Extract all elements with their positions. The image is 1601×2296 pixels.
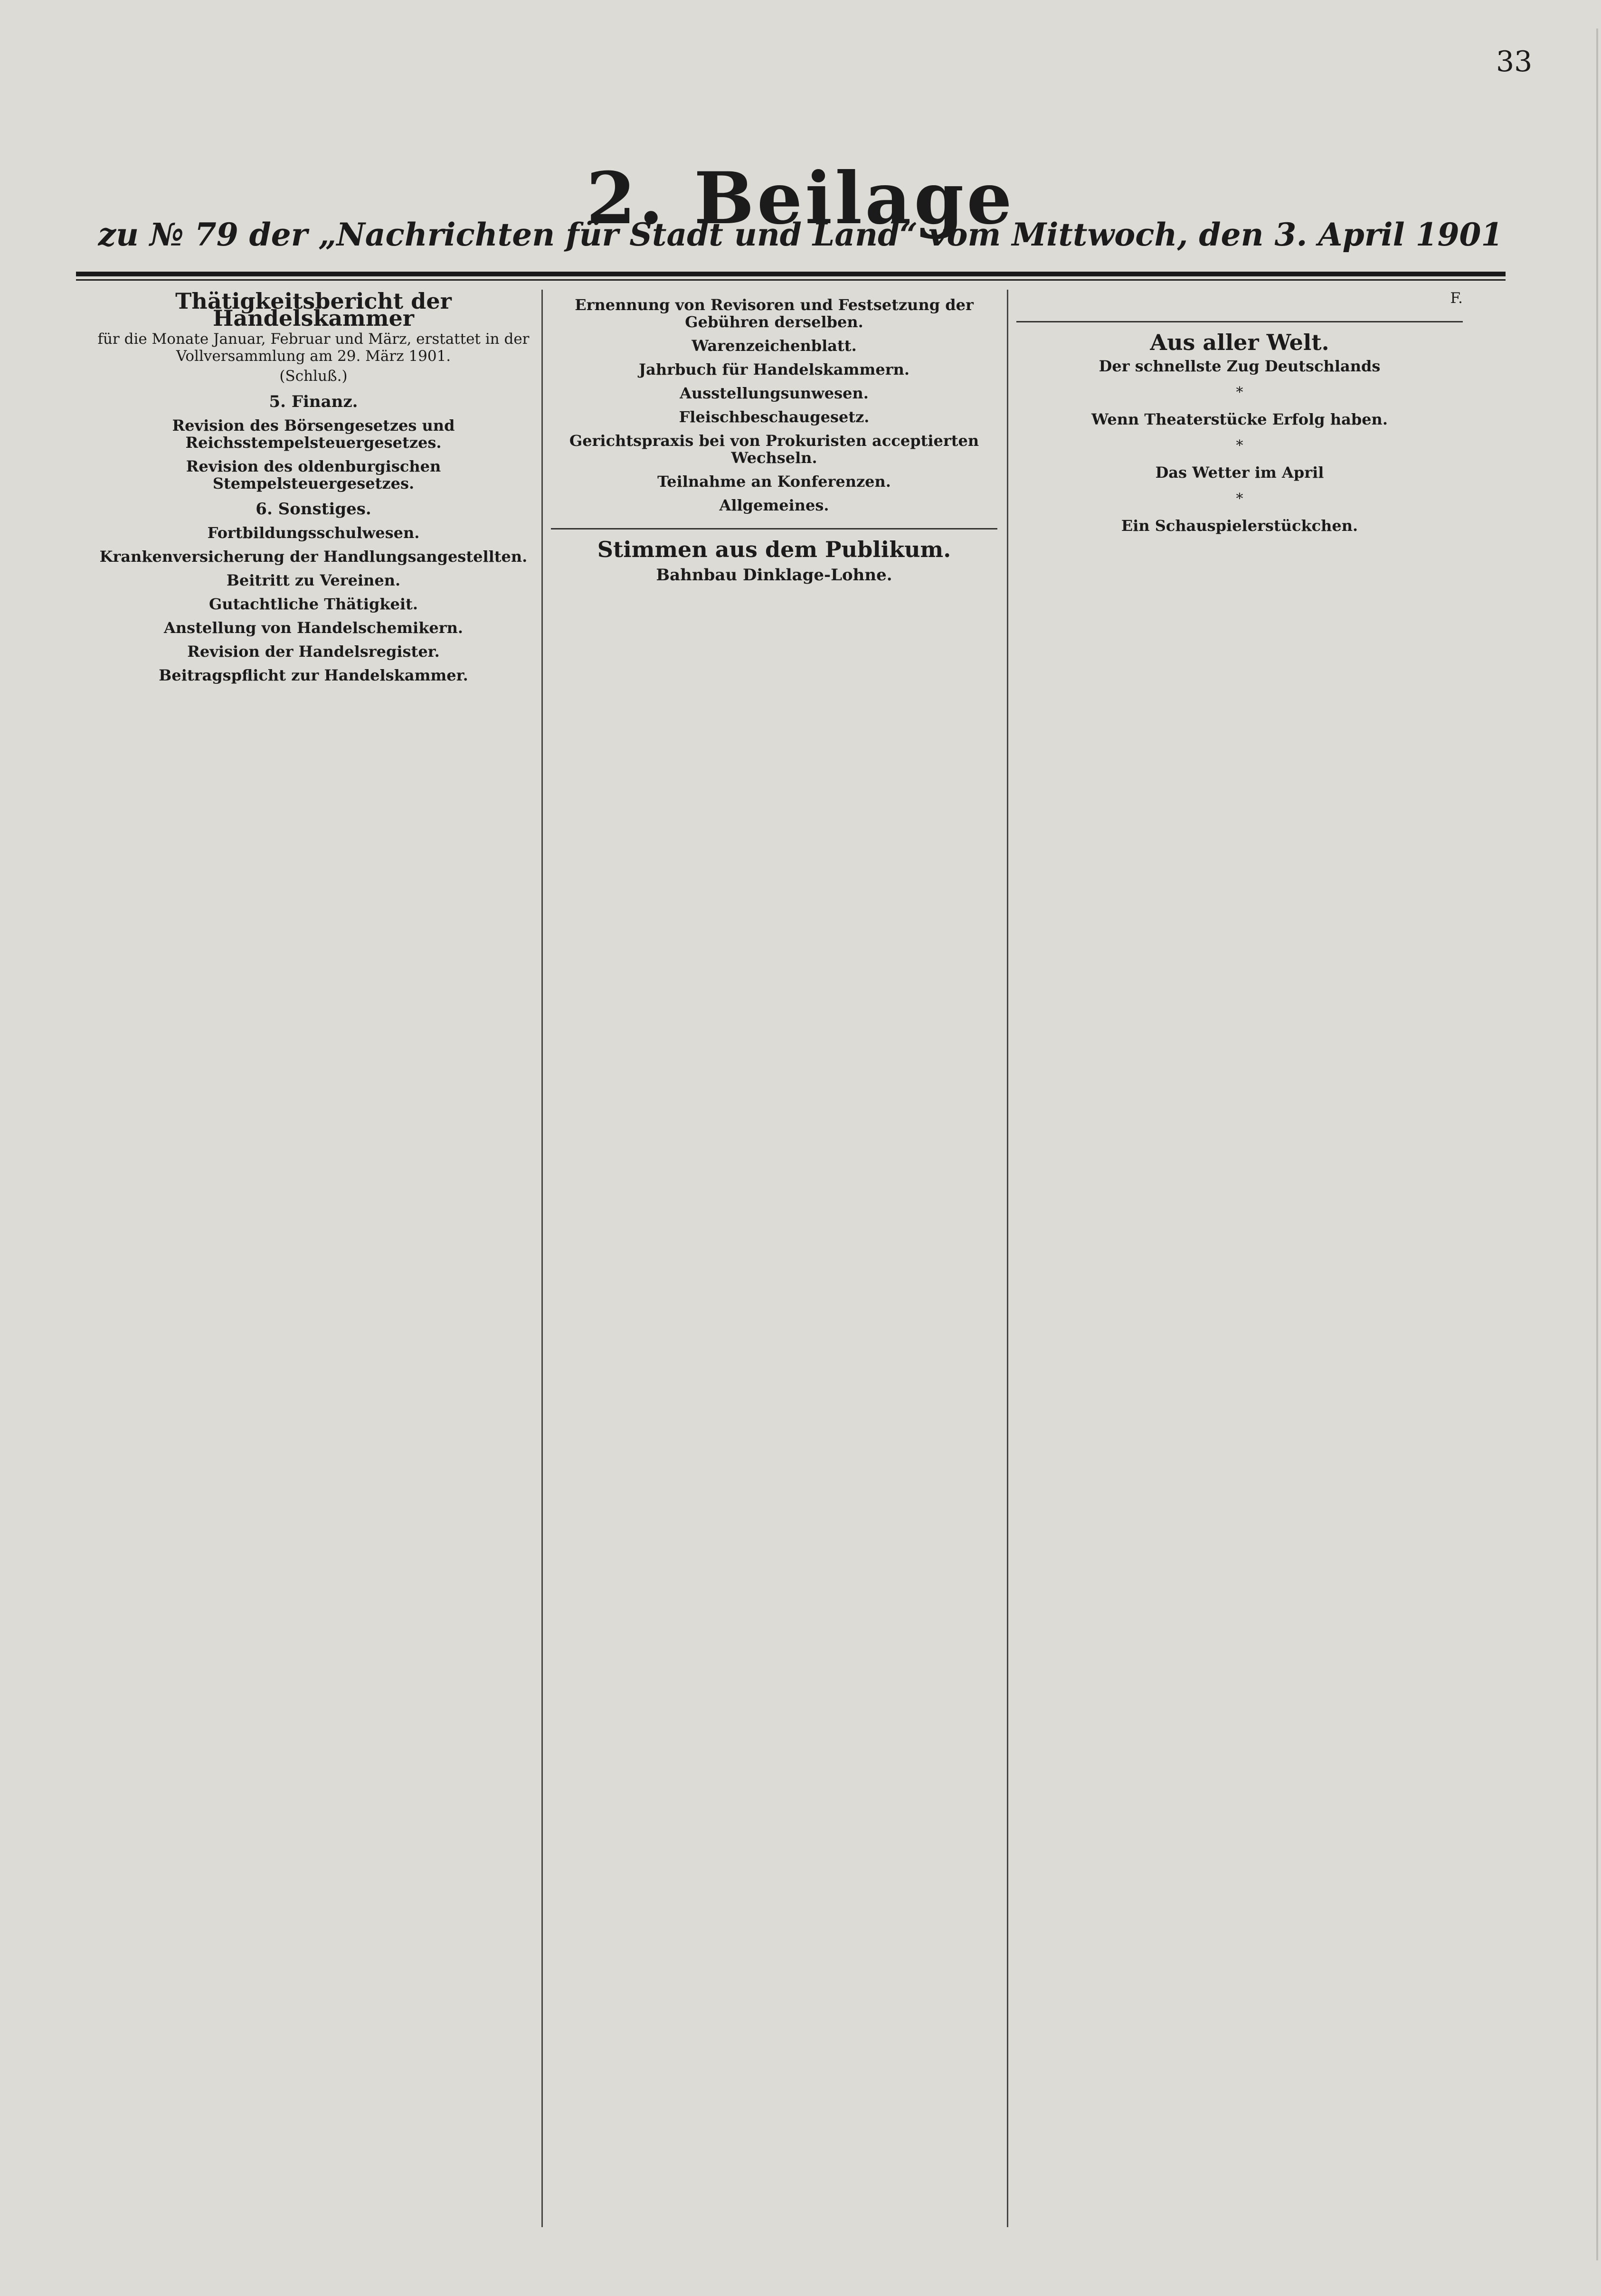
section-6b-heading: Krankenversicherung der Handlungsangestellten. xyxy=(99,548,528,566)
box-separator xyxy=(551,528,997,529)
article-signature: F. xyxy=(1450,290,1463,307)
header-rule-thick xyxy=(76,272,1506,276)
supplement-title: 2. Beilage xyxy=(586,157,1015,240)
konferenzen-heading: Teilnahme an Konferenzen. xyxy=(657,472,891,491)
section-5b-heading: Revision des oldenburgischen Stempelsteuergesetzes. xyxy=(186,457,441,492)
bahnbau-heading: Bahnbau Dinklage-Lohne. xyxy=(656,566,892,585)
section-6a-heading: Fortbildungsschulwesen. xyxy=(207,524,420,542)
section-5-heading: 5. Finanz. xyxy=(269,392,358,411)
section-6-heading: 6. Sonstiges. xyxy=(256,500,371,519)
theaterstuecke-heading: Wenn Theaterstücke Erfolg haben. xyxy=(1091,410,1388,428)
revisoren-heading: Ernennung von Revisoren und Festsetzung der Gebühren derselben. xyxy=(575,296,974,331)
wetter-april-heading: Das Wetter im April xyxy=(1155,463,1324,482)
section-6f-heading: Revision der Handelsregister. xyxy=(187,643,440,661)
section-5a-heading: Revision des Börsengesetzes und Reichsstempelsteuergesetzes. xyxy=(172,416,455,452)
section-6e-heading: Anstellung von Handelschemikern. xyxy=(163,619,463,637)
supplement-subtitle: zu № 79 der „Nachrichten für Stadt und Land“ vom Mittwoch, den 3. April 1901 xyxy=(98,216,1503,253)
fleischbeschau-heading: Fleischbeschaugesetz. xyxy=(679,408,870,426)
aus-aller-welt-heading: Aus aller Welt. xyxy=(1150,330,1329,355)
header-rule-thin xyxy=(76,279,1506,281)
section-6g-heading: Beitragspflicht zur Handelskammer. xyxy=(159,666,468,684)
column-2 xyxy=(551,290,997,2227)
report-heading: Thätigkeitsbericht der Handelskammer xyxy=(175,290,452,331)
report-schluss: (Schluß.) xyxy=(279,368,348,385)
schnellster-zug-heading: Der schnellste Zug Deutschlands xyxy=(1099,357,1381,375)
column-divider-2 xyxy=(1007,290,1008,2227)
page-number: 33 xyxy=(1496,45,1533,78)
section-separator xyxy=(1016,321,1463,322)
ornament: * xyxy=(1236,384,1243,401)
page-edge xyxy=(1596,28,1598,2260)
section-6c-heading: Beitritt zu Vereinen. xyxy=(226,571,401,589)
ornament: * xyxy=(1236,437,1243,454)
column-divider-1 xyxy=(541,290,543,2227)
column-3 xyxy=(1016,290,1463,2227)
gerichtspraxis-heading: Gerichtspraxis bei von Prokuristen acceptierten Wechseln. xyxy=(569,432,979,467)
stimmen-heading: Stimmen aus dem Publikum. xyxy=(597,537,951,562)
report-intro: für die Monate Januar, Februar und März, erstattet in der Vollversammlung am 29. März 1901. xyxy=(97,331,530,365)
ausstellung-heading: Ausstellungsunwesen. xyxy=(680,384,869,402)
ornament: * xyxy=(1236,491,1243,507)
schauspieler-heading: Ein Schauspielerstückchen. xyxy=(1121,517,1358,535)
jahrbuch-heading: Jahrbuch für Handelskammern. xyxy=(639,360,909,378)
section-6d-heading: Gutachtliche Thätigkeit. xyxy=(209,595,418,613)
allgemeines-heading: Allgemeines. xyxy=(719,496,829,514)
warenzeichen-heading: Warenzeichenblatt. xyxy=(692,337,857,355)
column-1 xyxy=(90,290,537,2227)
